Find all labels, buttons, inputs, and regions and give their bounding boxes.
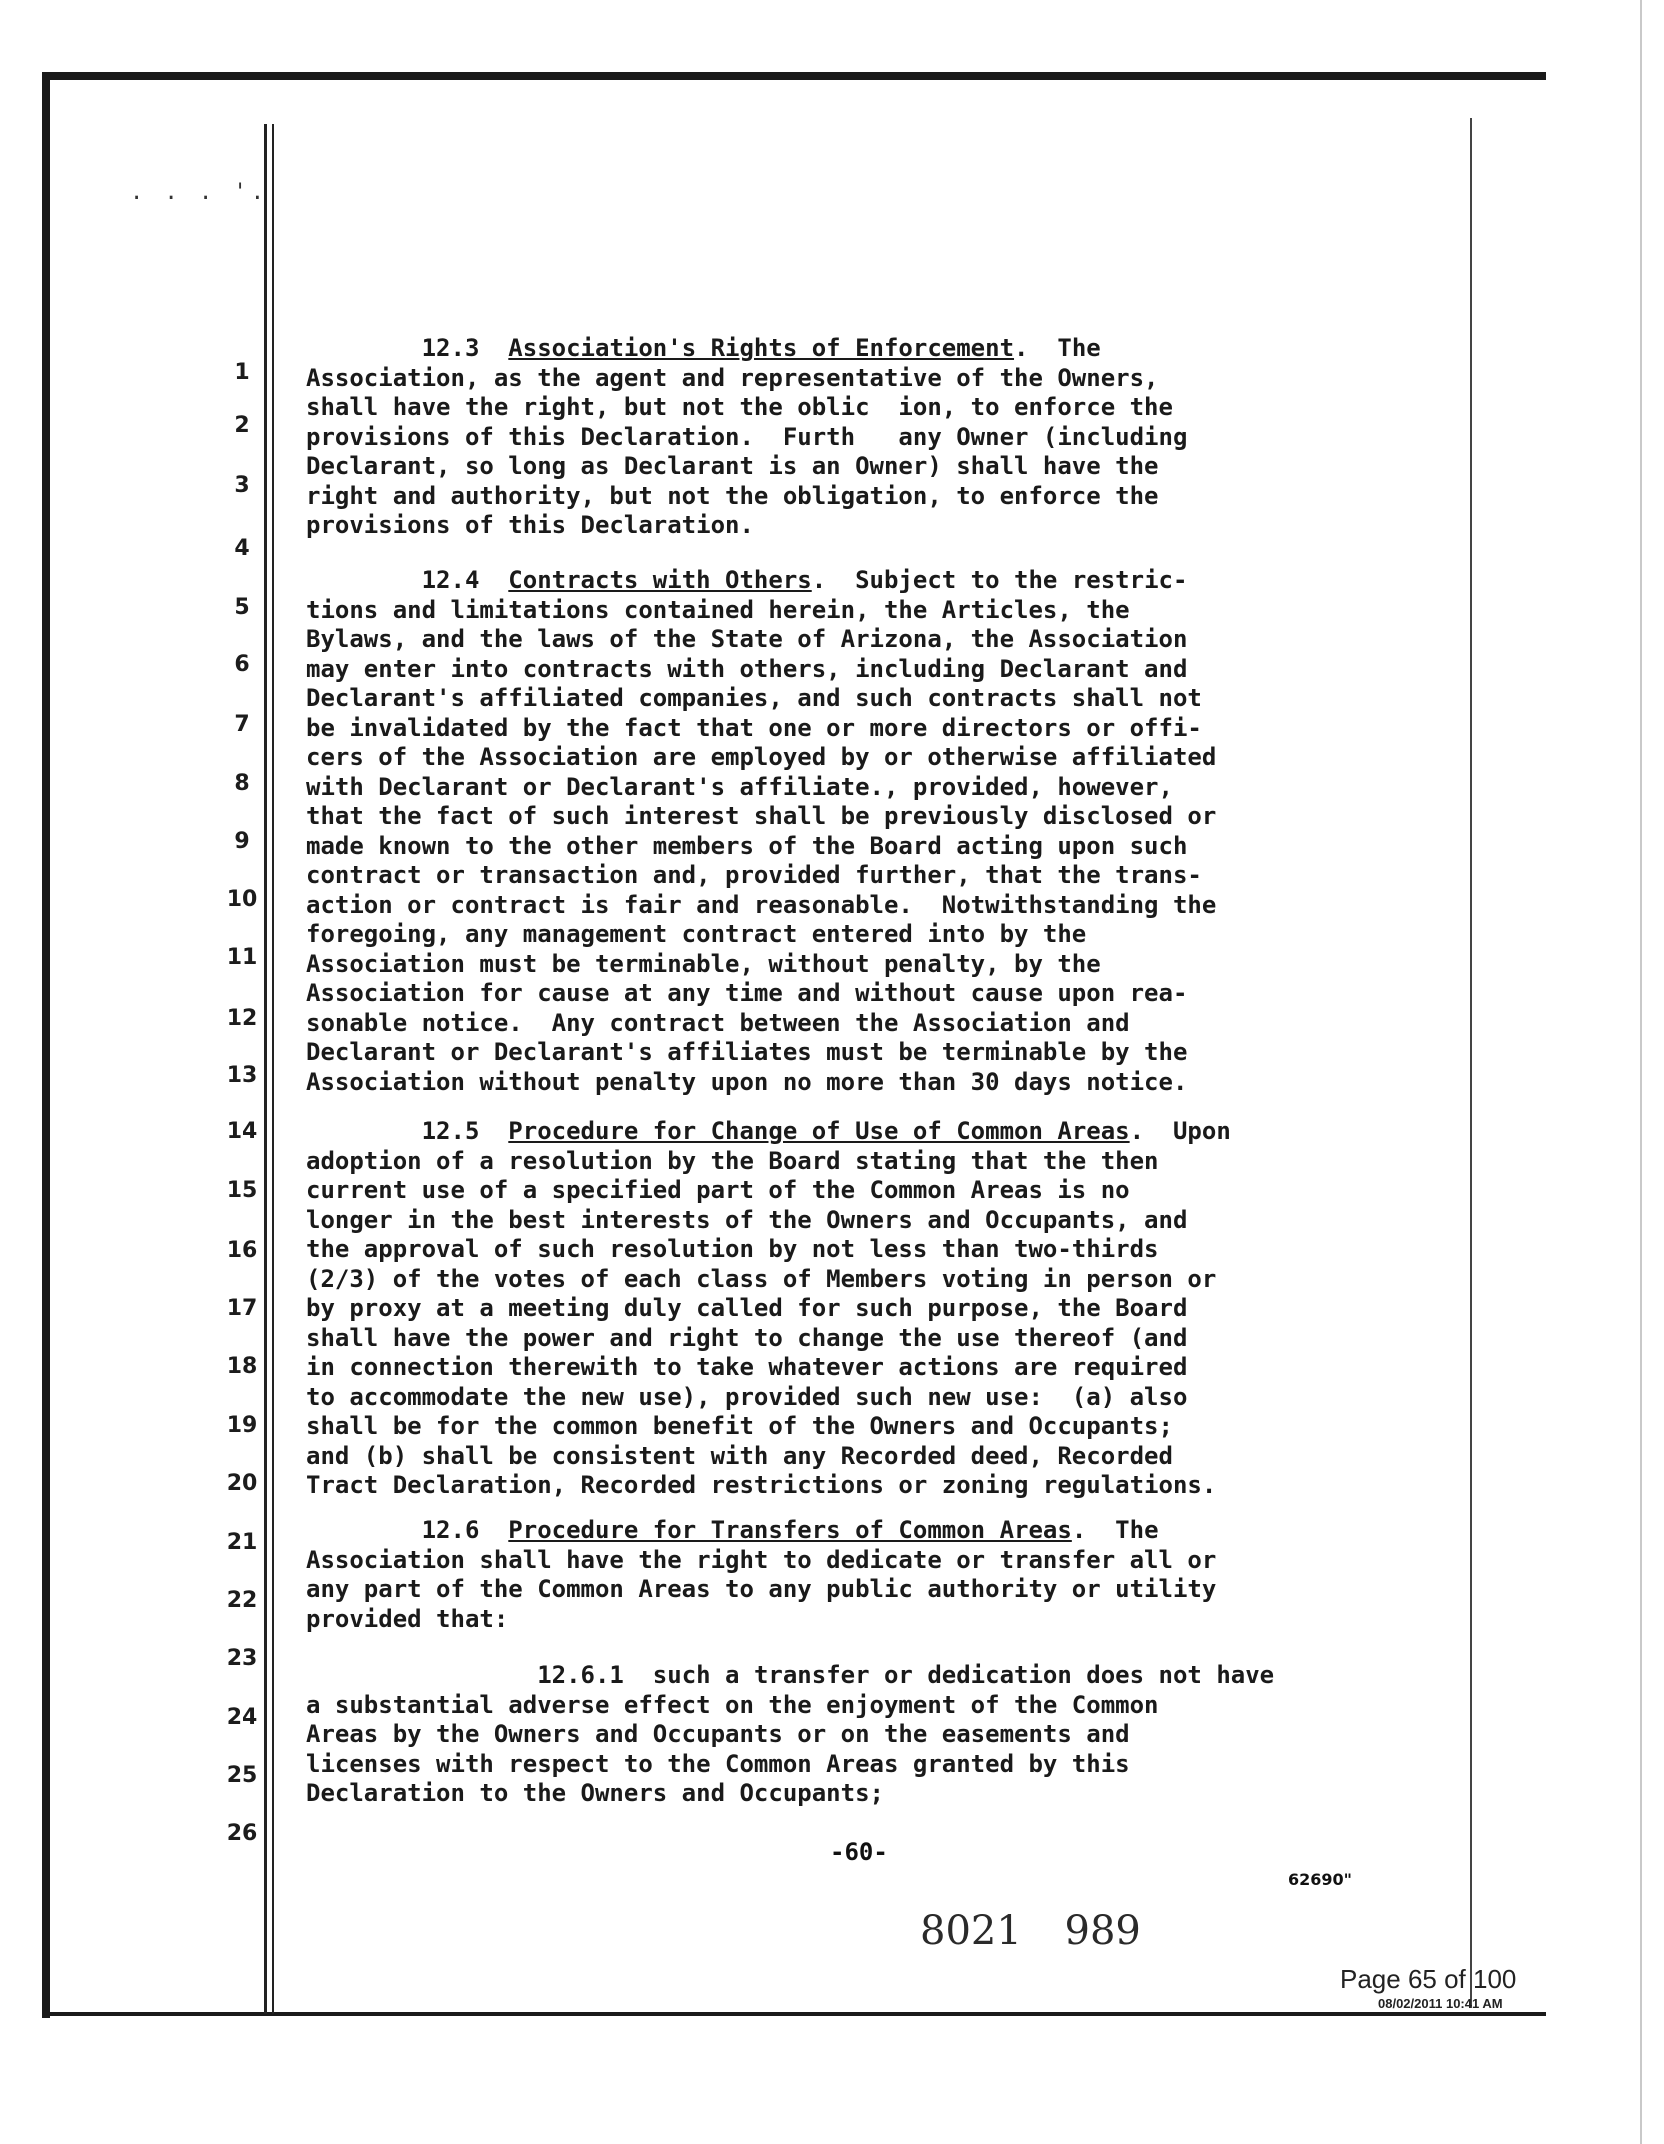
line-number: 13	[226, 1063, 258, 1088]
text-line: provided that:	[306, 1604, 509, 1633]
line-number: 21	[226, 1530, 258, 1555]
line-number: 8	[234, 771, 250, 796]
text-line: to accommodate the new use), provided such new use: (a) also	[306, 1382, 1188, 1411]
text-line: provisions of this Declaration. Furth any Owner (including	[306, 422, 1188, 451]
section-12-6	[306, 1516, 1426, 1634]
text-line: Association without penalty upon no more than 30 days notice.	[306, 1067, 1188, 1096]
line-number: 7	[234, 712, 250, 737]
text-line: a substantial adverse effect on the enjoyment of the Common	[306, 1690, 1159, 1719]
text-line: by proxy at a meeting duly called for such purpose, the Board	[306, 1294, 1188, 1322]
text-line: Tract Declaration, Recorded restrictions or zoning regulations.	[306, 1471, 1217, 1499]
line-number: 22	[226, 1588, 258, 1613]
page-top-border	[42, 72, 1546, 80]
text-line: Association, as the agent and representative of the Owners,	[306, 363, 1159, 392]
page-count-stamp: Page 65 of 100	[1340, 1964, 1517, 1994]
text-line: such a transfer or dedication does not have	[652, 1661, 1275, 1689]
line-number: 4	[234, 536, 250, 561]
line-number: 9	[234, 829, 250, 854]
text-line: may enter into contracts with others, including Declarant and	[306, 654, 1188, 683]
text-line: in connection therewith to take whatever actions are required	[306, 1353, 1188, 1381]
text-line: shall be for the common benefit of the Owners and Occupants;	[306, 1412, 1173, 1440]
line-number: 6	[234, 652, 250, 677]
page-number: -60-	[830, 1838, 888, 1866]
text-line: Association must be terminable, without penalty, by the	[306, 949, 1101, 978]
page-bottom-border	[42, 2012, 1546, 2016]
line-number: 17	[226, 1296, 258, 1321]
margin-mark: . . . '.	[130, 180, 268, 205]
text-line: shall have the power and right to change the use thereof (and	[306, 1323, 1188, 1352]
line-number: 24	[226, 1705, 258, 1730]
line-number: 10	[226, 887, 258, 912]
text-line: (2/3) of the votes of each class of Members voting in person or	[306, 1264, 1217, 1293]
text-line: cers of the Association are employed by or otherwise affiliated	[306, 743, 1217, 771]
text-line: and (b) shall be consistent with any Recorded deed, Recorded	[306, 1441, 1173, 1470]
section-number: 12.3	[421, 334, 480, 362]
text-line: tions and limitations contained herein, the Articles, the	[306, 595, 1130, 624]
text-line: right and authority, but not the obligation, to enforce the	[306, 481, 1159, 510]
section-number: 12.6.1	[537, 1661, 624, 1689]
section-12-3	[306, 334, 1426, 541]
recording-book: 8021	[920, 1908, 1022, 1954]
text-line: Declarant's affiliated companies, and such contracts shall not	[306, 684, 1202, 712]
text-line: sonable notice. Any contract between the Association and	[306, 1008, 1130, 1037]
line-number: 12	[226, 1006, 258, 1031]
line-number: 14	[226, 1119, 258, 1144]
text-line: Declarant or Declarant's affiliates must be terminable by the	[306, 1038, 1188, 1066]
text-line: longer in the best interests of the Owners and Occupants, and	[306, 1205, 1188, 1234]
scan-right-edge	[1640, 0, 1642, 2144]
text-line: foregoing, any management contract entered into by the	[306, 920, 1087, 948]
text-line: any part of the Common Areas to any public authority or utility	[306, 1575, 1217, 1603]
text-line: that the fact of such interest shall be previously disclosed or	[306, 802, 1217, 830]
text-line: action or contract is fair and reasonable. Notwithstanding the	[306, 890, 1217, 919]
line-number: 23	[226, 1646, 258, 1671]
left-margin-rule-inner	[272, 124, 274, 2014]
recording-number	[920, 1908, 1141, 1954]
line-number: 15	[226, 1178, 258, 1203]
section-heading: Association's Rights of Enforcement	[508, 334, 1015, 362]
line-number: 11	[226, 945, 258, 970]
section-number: 12.6	[421, 1516, 480, 1544]
section-number: 12.4	[421, 566, 480, 594]
line-number: 1	[234, 360, 250, 385]
text-line: . Subject to the restric-	[811, 566, 1188, 594]
line-number: 19	[226, 1413, 258, 1438]
text-line: . The	[1014, 334, 1101, 362]
section-heading: Contracts with Others	[508, 566, 812, 594]
text-line: shall have the right, but not the oblic ion, to enforce the	[306, 393, 1173, 421]
text-line: Bylaws, and the laws of the State of Arizona, the Association	[306, 625, 1188, 653]
text-line: Association shall have the right to dedicate or transfer all or	[306, 1545, 1217, 1574]
section-heading: Procedure for Transfers of Common Areas	[508, 1516, 1072, 1544]
line-number: 3	[234, 473, 250, 498]
text-line: licenses with respect to the Common Areas granted by this	[306, 1749, 1130, 1778]
section-12-6-1	[306, 1661, 1426, 1809]
page-left-border	[42, 72, 50, 2018]
text-line: with Declarant or Declarant's affiliate., provided, however,	[306, 772, 1173, 801]
timestamp-stamp: 08/02/2011 10:41 AM	[1378, 1996, 1503, 2011]
text-line: Areas by the Owners and Occupants or on the easements and	[306, 1720, 1130, 1748]
text-line: provisions of this Declaration.	[306, 511, 754, 539]
text-line: made known to the other members of the Board acting upon such	[306, 831, 1188, 860]
text-line: be invalidated by the fact that one or more directors or offi-	[306, 713, 1202, 742]
right-margin-rule	[1470, 118, 1472, 2008]
line-number: 18	[226, 1354, 258, 1379]
document-code: 62690"	[1288, 1870, 1352, 1889]
section-12-5	[306, 1117, 1426, 1501]
section-number: 12.5	[421, 1117, 480, 1145]
line-number: 20	[226, 1471, 258, 1496]
line-number: 2	[234, 413, 250, 438]
line-number: 16	[226, 1238, 258, 1263]
line-number: 5	[234, 595, 250, 620]
line-number: 26	[226, 1821, 258, 1846]
section-12-4	[306, 566, 1426, 1097]
text-line: Association for cause at any time and without cause upon rea-	[306, 979, 1188, 1007]
text-line: . Upon	[1129, 1117, 1231, 1145]
recording-page: 989	[1064, 1908, 1141, 1954]
text-line: adoption of a resolution by the Board stating that the then	[306, 1146, 1159, 1175]
text-line: Declarant, so long as Declarant is an Owner) shall have the	[306, 452, 1159, 480]
text-line: Declaration to the Owners and Occupants;	[306, 1779, 884, 1807]
text-line: contract or transaction and, provided further, that the trans-	[306, 861, 1202, 889]
text-line: current use of a specified part of the Common Areas is no	[306, 1176, 1130, 1204]
section-heading: Procedure for Change of Use of Common Areas	[508, 1117, 1130, 1145]
text-line: . The	[1071, 1516, 1159, 1544]
text-line: the approval of such resolution by not less than two-thirds	[306, 1235, 1159, 1263]
line-number: 25	[226, 1763, 258, 1788]
